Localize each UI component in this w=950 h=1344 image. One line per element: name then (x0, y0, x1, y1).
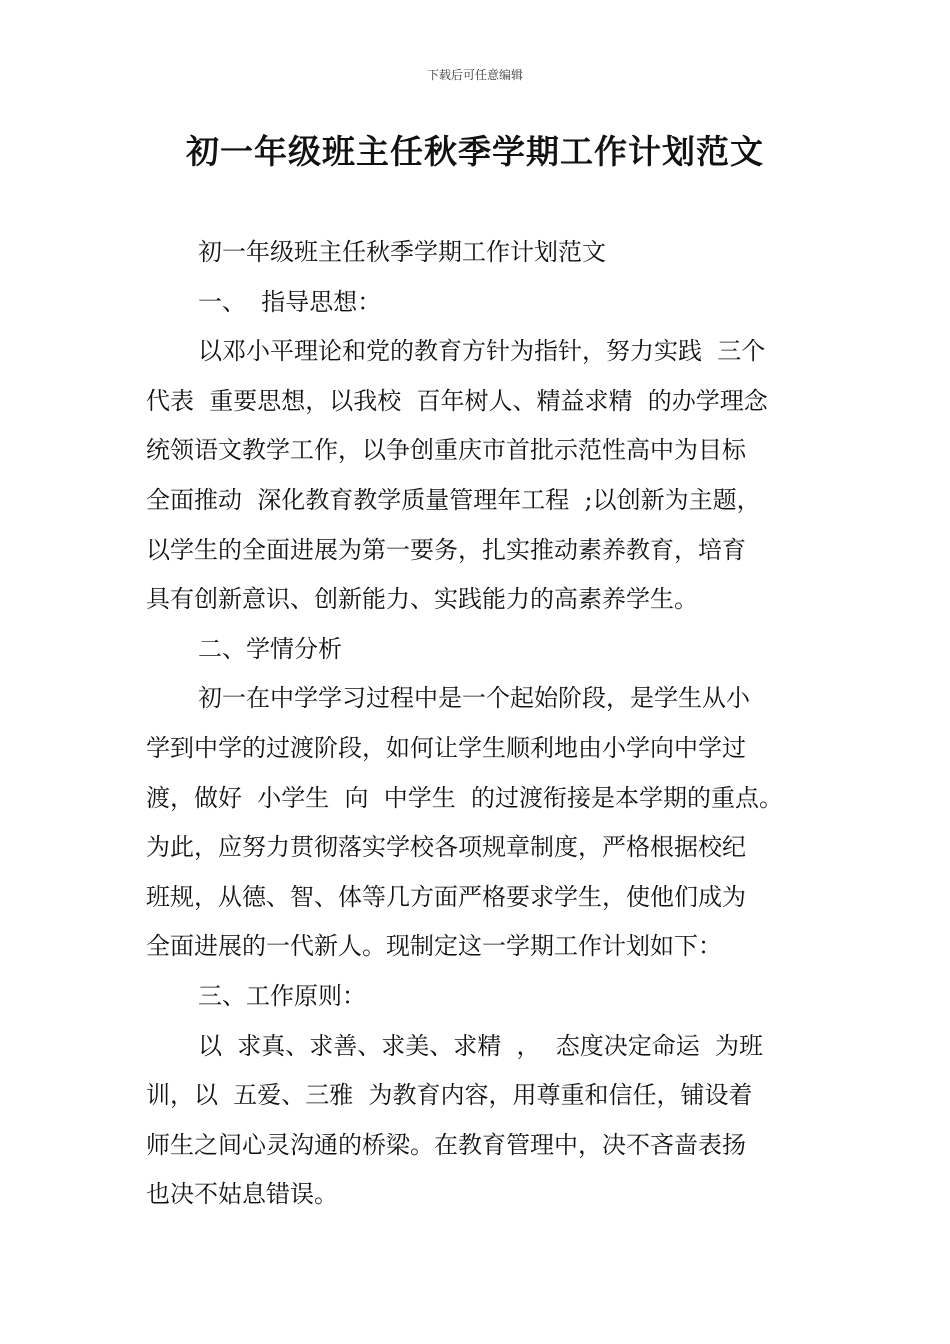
paragraph-line: 以邓小平理论和党的教育方针为指针，努力实践 三个 (198, 337, 766, 366)
paragraph-line: 初一在中学学习过程中是一个起始阶段，是学生从小 (198, 684, 750, 713)
paragraph-line: 代表 重要思想，以我校 百年树人、精益求精 的办学理念 (146, 386, 768, 415)
paragraph-line: 以 求真、求善、求美、求精 ， 态度决定命运 为班 (198, 1031, 764, 1060)
subtitle-line: 初一年级班主任秋季学期工作计划范文 (198, 238, 606, 266)
paragraph-line: 也决不姑息错误。 (146, 1180, 338, 1209)
document-body (146, 228, 816, 1220)
paragraph-line: 统领语文教学工作，以争创重庆市首批示范性高中为目标 (146, 436, 746, 465)
paragraph-line: 全面推动 深化教育教学质量管理年工程 ;以创新为主题， (146, 485, 761, 514)
section-heading: 一、 指导思想： (198, 287, 382, 316)
paragraph-line: 班规，从德、智、体等几方面严格要求学生，使他们成为 (146, 882, 746, 911)
paragraph-line: 学到中学的过渡阶段，如何让学生顺利地由小学向中学过 (146, 733, 746, 762)
section-heading: 二、学情分析 (198, 634, 342, 663)
paragraph-line: 具有创新意识、创新能力、实践能力的高素养学生。 (146, 585, 698, 614)
document-title: 初一年级班主任秋季学期工作计划范文 (186, 132, 764, 171)
paragraph-line: 训，以 五爱、三雅 为教育内容，用尊重和信任，铺设着 (146, 1081, 753, 1110)
paragraph-line: 渡，做好 小学生 向 中学生 的过渡衔接是本学期的重点。 (146, 783, 784, 812)
paragraph-line: 师生之间心灵沟通的桥梁。在教育管理中，决不吝啬表扬 (146, 1130, 746, 1159)
paragraph-line: 为此，应努力贯彻落实学校各项规章制度，严格根据校纪 (146, 833, 746, 862)
section-heading: 三、工作原则： (198, 981, 366, 1010)
header-note: 下载后可任意编辑 (426, 68, 523, 82)
paragraph-line: 以学生的全面进展为第一要务，扎实推动素养教育，培育 (146, 535, 746, 564)
paragraph-line: 全面进展的一代新人。现制定这一学期工作计划如下： (146, 932, 722, 961)
